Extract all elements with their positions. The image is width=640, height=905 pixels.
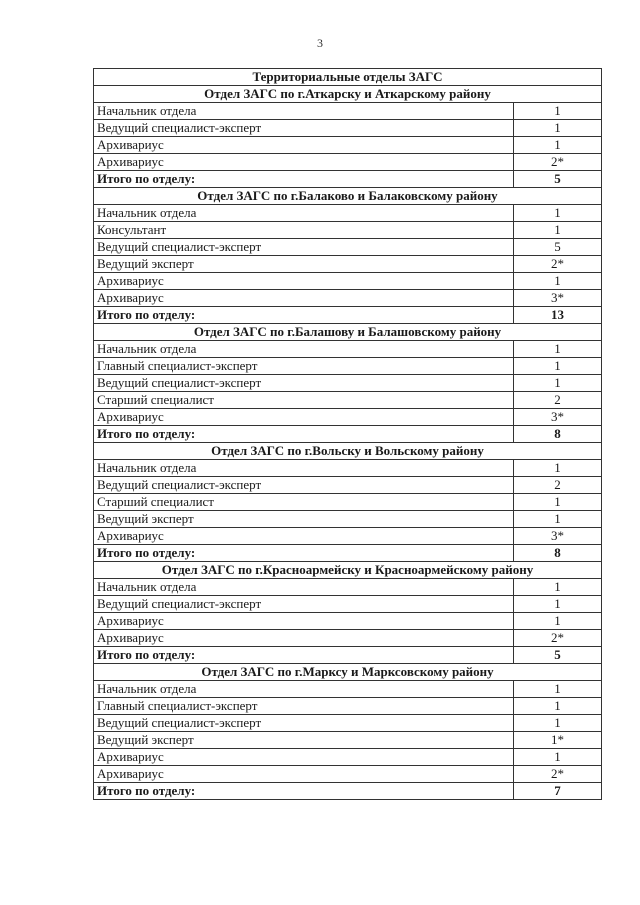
department-total-row <box>94 426 602 443</box>
department-total-row <box>94 171 602 188</box>
position-count: 1 <box>514 494 602 511</box>
position-name: Ведущий специалист-эксперт <box>94 120 514 137</box>
department-header-row <box>94 664 602 681</box>
table-row <box>94 766 602 783</box>
table-row <box>94 375 602 392</box>
table-row <box>94 205 602 222</box>
position-count: 1 <box>514 103 602 120</box>
position-count: 1 <box>514 715 602 732</box>
position-name: Архивариус <box>94 137 514 154</box>
position-name: Старший специалист <box>94 392 514 409</box>
position-count: 2* <box>514 154 602 171</box>
total-label: Итого по отделу: <box>94 783 514 800</box>
position-name: Ведущий специалист-эксперт <box>94 239 514 256</box>
position-name: Ведущий специалист-эксперт <box>94 715 514 732</box>
position-count: 1 <box>514 613 602 630</box>
position-name: Архивариус <box>94 290 514 307</box>
department-name: Отдел ЗАГС по г.Вольску и Вольскому району <box>94 443 602 460</box>
position-count: 2 <box>514 477 602 494</box>
position-count: 2* <box>514 630 602 647</box>
total-label: Итого по отделу: <box>94 307 514 324</box>
position-count: 1* <box>514 732 602 749</box>
position-name: Архивариус <box>94 613 514 630</box>
position-name: Консультант <box>94 222 514 239</box>
department-name: Отдел ЗАГС по г.Аткарску и Аткарскому району <box>94 86 602 103</box>
table-row <box>94 137 602 154</box>
position-name: Архивариус <box>94 749 514 766</box>
table-row <box>94 392 602 409</box>
position-count: 1 <box>514 579 602 596</box>
position-name: Главный специалист-эксперт <box>94 358 514 375</box>
table-row <box>94 715 602 732</box>
position-name: Начальник отдела <box>94 460 514 477</box>
total-label: Итого по отделу: <box>94 171 514 188</box>
total-label: Итого по отделу: <box>94 426 514 443</box>
position-name: Старший специалист <box>94 494 514 511</box>
table-row <box>94 358 602 375</box>
total-value: 8 <box>514 545 602 562</box>
position-count: 2 <box>514 392 602 409</box>
department-header-row <box>94 86 602 103</box>
table-row <box>94 494 602 511</box>
position-name: Начальник отдела <box>94 681 514 698</box>
table-row <box>94 596 602 613</box>
table-row <box>94 120 602 137</box>
table-row <box>94 256 602 273</box>
table-row <box>94 460 602 477</box>
staff-table <box>93 68 602 800</box>
position-name: Начальник отдела <box>94 103 514 120</box>
position-name: Ведущий специалист-эксперт <box>94 596 514 613</box>
department-total-row <box>94 545 602 562</box>
table-row <box>94 511 602 528</box>
table-row <box>94 290 602 307</box>
position-count: 1 <box>514 596 602 613</box>
position-count: 1 <box>514 460 602 477</box>
position-name: Архивариус <box>94 528 514 545</box>
department-name: Отдел ЗАГС по г.Балашову и Балашовскому району <box>94 324 602 341</box>
position-count: 1 <box>514 205 602 222</box>
position-count: 1 <box>514 222 602 239</box>
department-total-row <box>94 307 602 324</box>
staff-table-body <box>94 69 602 800</box>
position-name: Ведущий специалист-эксперт <box>94 477 514 494</box>
table-row <box>94 630 602 647</box>
position-name: Начальник отдела <box>94 579 514 596</box>
total-value: 5 <box>514 647 602 664</box>
table-row <box>94 732 602 749</box>
position-count: 1 <box>514 137 602 154</box>
position-count: 3* <box>514 290 602 307</box>
position-name: Архивариус <box>94 273 514 290</box>
position-count: 1 <box>514 681 602 698</box>
table-row <box>94 681 602 698</box>
table-title-row <box>94 69 602 86</box>
department-header-row <box>94 443 602 460</box>
table-row <box>94 103 602 120</box>
position-name: Ведущий эксперт <box>94 256 514 273</box>
position-name: Начальник отдела <box>94 205 514 222</box>
table-row <box>94 222 602 239</box>
position-count: 1 <box>514 749 602 766</box>
table-row <box>94 477 602 494</box>
table-row <box>94 154 602 171</box>
department-total-row <box>94 647 602 664</box>
total-value: 13 <box>514 307 602 324</box>
position-count: 3* <box>514 528 602 545</box>
position-name: Архивариус <box>94 630 514 647</box>
position-count: 2* <box>514 256 602 273</box>
department-header-row <box>94 324 602 341</box>
position-name: Архивариус <box>94 409 514 426</box>
total-label: Итого по отделу: <box>94 545 514 562</box>
position-count: 3* <box>514 409 602 426</box>
total-value: 7 <box>514 783 602 800</box>
table-row <box>94 579 602 596</box>
department-name: Отдел ЗАГС по г.Марксу и Марксовскому району <box>94 664 602 681</box>
table-row <box>94 528 602 545</box>
total-value: 8 <box>514 426 602 443</box>
table-row <box>94 698 602 715</box>
position-count: 1 <box>514 358 602 375</box>
position-count: 1 <box>514 511 602 528</box>
table-row <box>94 341 602 358</box>
position-count: 5 <box>514 239 602 256</box>
total-value: 5 <box>514 171 602 188</box>
table-row <box>94 273 602 290</box>
department-header-row <box>94 562 602 579</box>
total-label: Итого по отделу: <box>94 647 514 664</box>
table-row <box>94 409 602 426</box>
position-name: Главный специалист-эксперт <box>94 698 514 715</box>
position-name: Начальник отдела <box>94 341 514 358</box>
table-row <box>94 239 602 256</box>
department-name: Отдел ЗАГС по г.Красноармейску и Красноармейскому району <box>94 562 602 579</box>
page-number: 3 <box>317 36 323 50</box>
position-count: 1 <box>514 120 602 137</box>
position-count: 1 <box>514 273 602 290</box>
department-name: Отдел ЗАГС по г.Балаково и Балаковскому району <box>94 188 602 205</box>
position-name: Архивариус <box>94 766 514 783</box>
position-count: 1 <box>514 375 602 392</box>
table-title: Территориальные отделы ЗАГС <box>94 69 602 86</box>
department-total-row <box>94 783 602 800</box>
table-row <box>94 613 602 630</box>
position-name: Ведущий эксперт <box>94 732 514 749</box>
position-count: 1 <box>514 341 602 358</box>
position-name: Архивариус <box>94 154 514 171</box>
table-row <box>94 749 602 766</box>
position-name: Ведущий специалист-эксперт <box>94 375 514 392</box>
position-name: Ведущий эксперт <box>94 511 514 528</box>
position-count: 1 <box>514 698 602 715</box>
position-count: 2* <box>514 766 602 783</box>
department-header-row <box>94 188 602 205</box>
